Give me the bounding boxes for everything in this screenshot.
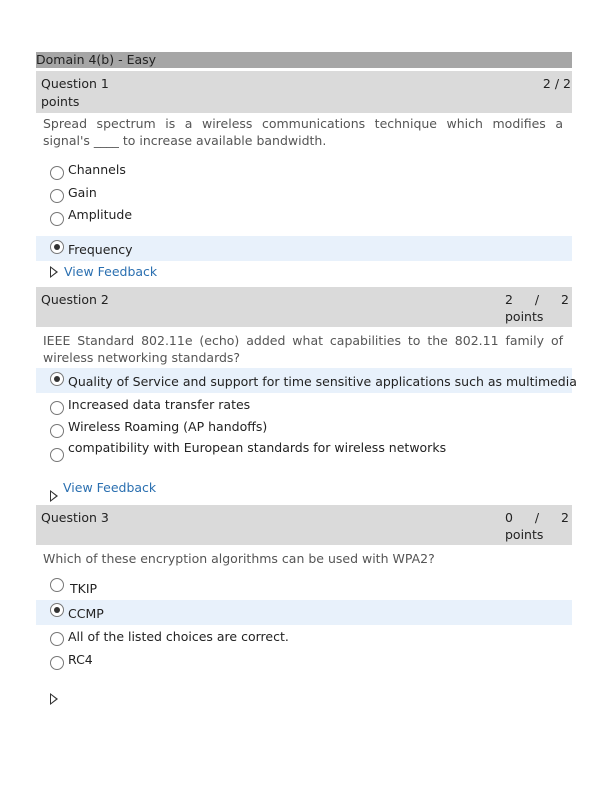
option-label: Frequency (68, 242, 133, 257)
option-all-listed[interactable] (36, 628, 572, 652)
option-label: Amplitude (68, 207, 133, 222)
question-title: Question 1 (41, 76, 109, 91)
option-rc4[interactable] (36, 652, 572, 676)
radio-button[interactable] (50, 656, 64, 670)
score-separator: / (534, 292, 540, 307)
option-amplitude[interactable] (36, 205, 572, 229)
option-frequency[interactable] (36, 236, 572, 261)
option-gain[interactable] (36, 183, 572, 207)
score-total: 2 (561, 510, 569, 525)
option-label: Quality of Service and support for time sensitive applications such as multimedia (68, 374, 577, 389)
view-feedback-link[interactable]: View Feedback (64, 264, 158, 279)
radio-button-selected[interactable] (50, 603, 64, 617)
option-label: RC4 (68, 652, 93, 667)
question-2-text: IEEE Standard 802.11e (echo) added what capabilities to the 802.11 family of wireless networking standards? (43, 333, 563, 365)
view-feedback-toggle[interactable] (50, 264, 157, 279)
points-label: points (41, 94, 80, 109)
option-tkip[interactable] (36, 576, 572, 600)
question-3-text: Which of these encryption algorithms can be used with WPA2? (43, 551, 435, 566)
radio-button[interactable] (50, 578, 64, 592)
score-total: 2 (561, 292, 569, 307)
radio-button[interactable] (50, 401, 64, 415)
score-earned: 0 (505, 510, 513, 525)
radio-button-selected[interactable] (50, 240, 64, 254)
radio-button-selected[interactable] (50, 372, 64, 386)
option-qos[interactable] (36, 368, 577, 393)
view-feedback-toggle[interactable] (50, 472, 156, 502)
view-feedback-toggle[interactable] (50, 693, 58, 705)
option-european[interactable] (36, 440, 572, 464)
radio-button[interactable] (50, 166, 64, 180)
question-1-header (36, 71, 572, 113)
points-label: points (505, 309, 544, 324)
expand-triangle-icon[interactable] (50, 693, 58, 705)
score-earned: 2 (505, 292, 513, 307)
radio-button[interactable] (50, 424, 64, 438)
expand-triangle-icon[interactable] (50, 266, 58, 278)
question-1-text: Spread spectrum is a wireless communications technique which modifies a signal's ____ to increase available bandwidth. (43, 116, 563, 148)
question-score (505, 292, 569, 324)
radio-button[interactable] (50, 448, 64, 462)
option-label: Channels (68, 162, 126, 177)
question-3-header (36, 505, 572, 545)
radio-button[interactable] (50, 189, 64, 203)
option-label: All of the listed choices are correct. (68, 629, 289, 644)
option-label: compatibility with European standards for wireless networks (68, 440, 447, 455)
question-title: Question 3 (41, 510, 109, 525)
option-label: TKIP (70, 581, 98, 596)
radio-button[interactable] (50, 212, 64, 226)
expand-triangle-icon[interactable] (50, 490, 58, 502)
option-label: CCMP (68, 606, 104, 621)
option-channels[interactable] (36, 160, 572, 184)
option-roaming[interactable] (36, 418, 572, 442)
option-data-rates[interactable] (36, 395, 572, 419)
question-score (505, 510, 569, 542)
score-separator: / (534, 510, 540, 525)
question-title: Question 2 (41, 292, 109, 307)
option-label: Gain (68, 185, 97, 200)
option-label: Increased data transfer rates (68, 397, 251, 412)
option-ccmp[interactable] (36, 600, 572, 625)
option-label: Wireless Roaming (AP handoffs) (68, 419, 268, 434)
view-feedback-link[interactable]: View Feedback (63, 479, 157, 495)
question-score: 2 / 2 (542, 76, 571, 91)
radio-button[interactable] (50, 632, 64, 646)
points-label: points (505, 527, 544, 542)
section-title: Domain 4(b) - Easy (36, 52, 572, 68)
question-2-header (36, 287, 572, 327)
